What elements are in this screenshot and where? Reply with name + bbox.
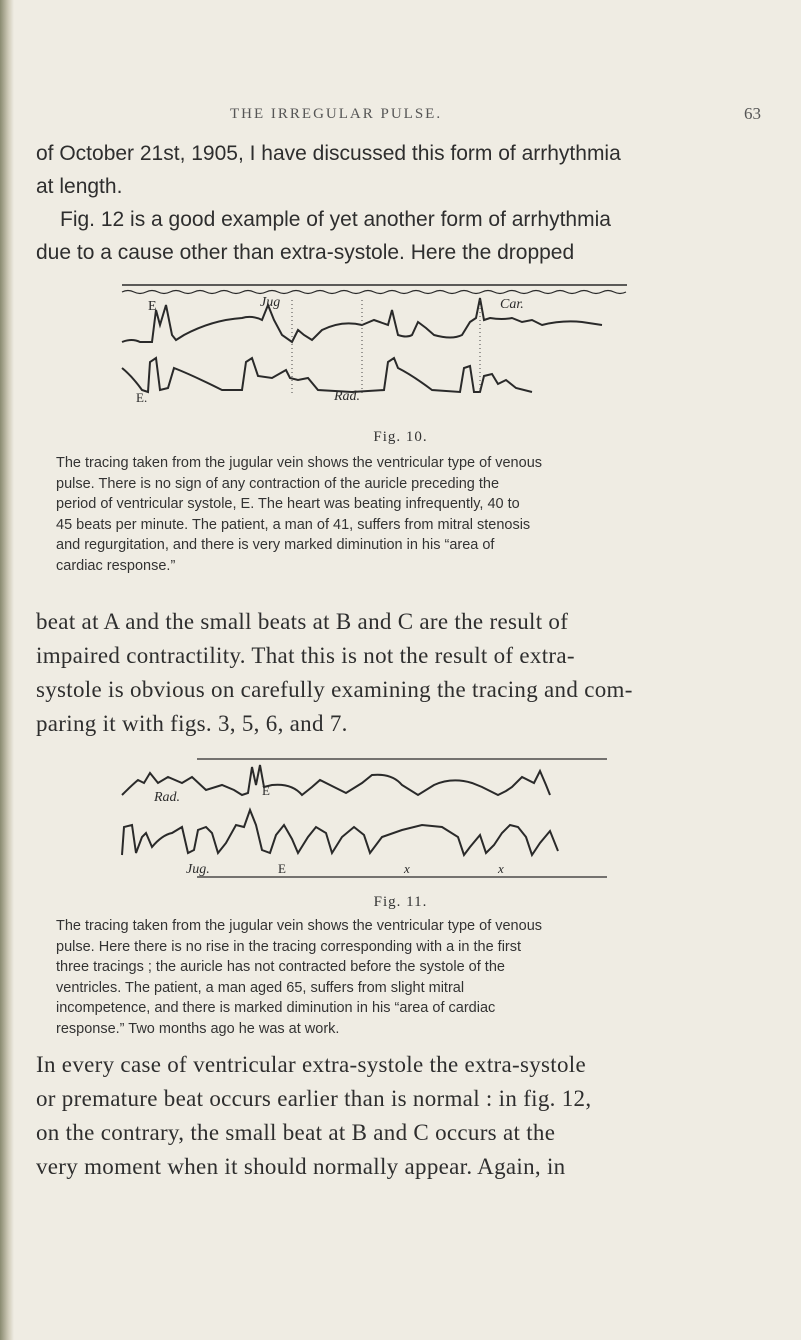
jugular-tracing — [122, 810, 558, 855]
paragraph-1 — [36, 137, 761, 269]
figure-10-caption — [56, 453, 764, 576]
fig10-label-e-bottom: E. — [136, 390, 148, 405]
fig10-label-e: E — [148, 299, 157, 314]
text-line: very moment when it should normally appear. Again, in — [36, 1154, 566, 1179]
fig11-label-e-bottom: E — [278, 861, 286, 876]
fig11-label-x2: x — [498, 861, 504, 876]
page-number: 63 — [744, 104, 761, 123]
running-head: THE IRREGULAR PULSE. — [230, 106, 443, 122]
caption-line: period of ventricular systole, E. The heart was beating infrequently, 40 to — [56, 496, 520, 512]
fig10-label-car: Car. — [500, 297, 524, 312]
figure-10-tracing — [112, 280, 632, 410]
caption-line: 45 beats per minute. The patient, a man of 41, suffers from mitral stenosis — [56, 516, 531, 533]
text-line: or premature beat occurs earlier than is normal : in fig. 12, — [36, 1086, 592, 1111]
text-line: Fig. 12 is a good example of yet another form of arrhythmia — [60, 208, 611, 231]
caption-line: cardiac response.” — [56, 557, 176, 574]
page-edge-shadow — [0, 0, 14, 1340]
text-line: of October 21st, 1905, I have discussed this form of arrhythmia — [36, 142, 621, 165]
fig11-label-rad: Rad. — [154, 790, 181, 805]
text-line: due to a cause other than extra-systole. Here the dropped — [36, 241, 575, 264]
text-line: at length. — [36, 175, 123, 198]
caption-line: and regurgitation, and there is very marked diminution in his “area of — [56, 537, 495, 553]
figure-11-caption — [56, 916, 764, 1039]
caption-line: The tracing taken from the jugular vein shows the ventricular type of venous — [56, 455, 543, 471]
text-line: beat at A and the small beats at B and C are the result of — [36, 609, 569, 634]
figure-11-svg — [102, 755, 642, 890]
fig10-label-jug: Jug — [260, 295, 281, 310]
caption-line: three tracings ; the auricle has not contracted before the systole of the — [56, 959, 505, 975]
paragraph-2 — [36, 605, 761, 741]
figure-10-label: Fig. 10. — [373, 429, 428, 445]
text-line: impaired contractility. That this is not the result of extra- — [36, 643, 575, 668]
text-line: In every case of ventricular extra-systole the extra-systole — [36, 1052, 586, 1077]
text-line: systole is obvious on carefully examining the tracing and com- — [36, 677, 633, 702]
caption-line: incompetence, and there is marked diminution in his “area of cardiac — [56, 1000, 496, 1016]
radial-tracing — [122, 765, 550, 795]
paragraph-3 — [36, 1048, 761, 1184]
figure-11-tracing — [102, 755, 642, 890]
time-marker-wave — [122, 291, 626, 294]
fig11-label-x1: x — [404, 861, 410, 876]
caption-line: The tracing taken from the jugular vein shows the ventricular type of venous — [56, 918, 543, 934]
text-line: paring it with figs. 3, 5, 6, and 7. — [36, 711, 348, 736]
figure-10-svg — [112, 280, 632, 410]
text-line: on the contrary, the small beat at B and C occurs at the — [36, 1120, 556, 1145]
fig11-label-e-top: E — [262, 783, 270, 798]
fig11-label-jug: Jug. — [186, 862, 210, 877]
caption-line: response.” Two months ago he was at work. — [56, 1020, 340, 1037]
caption-line: pulse. There is no sign of any contraction of the auricle preceding the — [56, 475, 500, 492]
caption-line: ventricles. The patient, a man aged 65, suffers from slight mitral — [56, 979, 465, 996]
figure-11-label: Fig. 11. — [373, 894, 428, 910]
radial-tracing — [122, 358, 532, 392]
caption-line: pulse. Here there is no rise in the tracing corresponding with a in the first — [56, 938, 522, 955]
fig10-label-rad: Rad. — [334, 389, 361, 404]
page-header — [0, 90, 801, 123]
